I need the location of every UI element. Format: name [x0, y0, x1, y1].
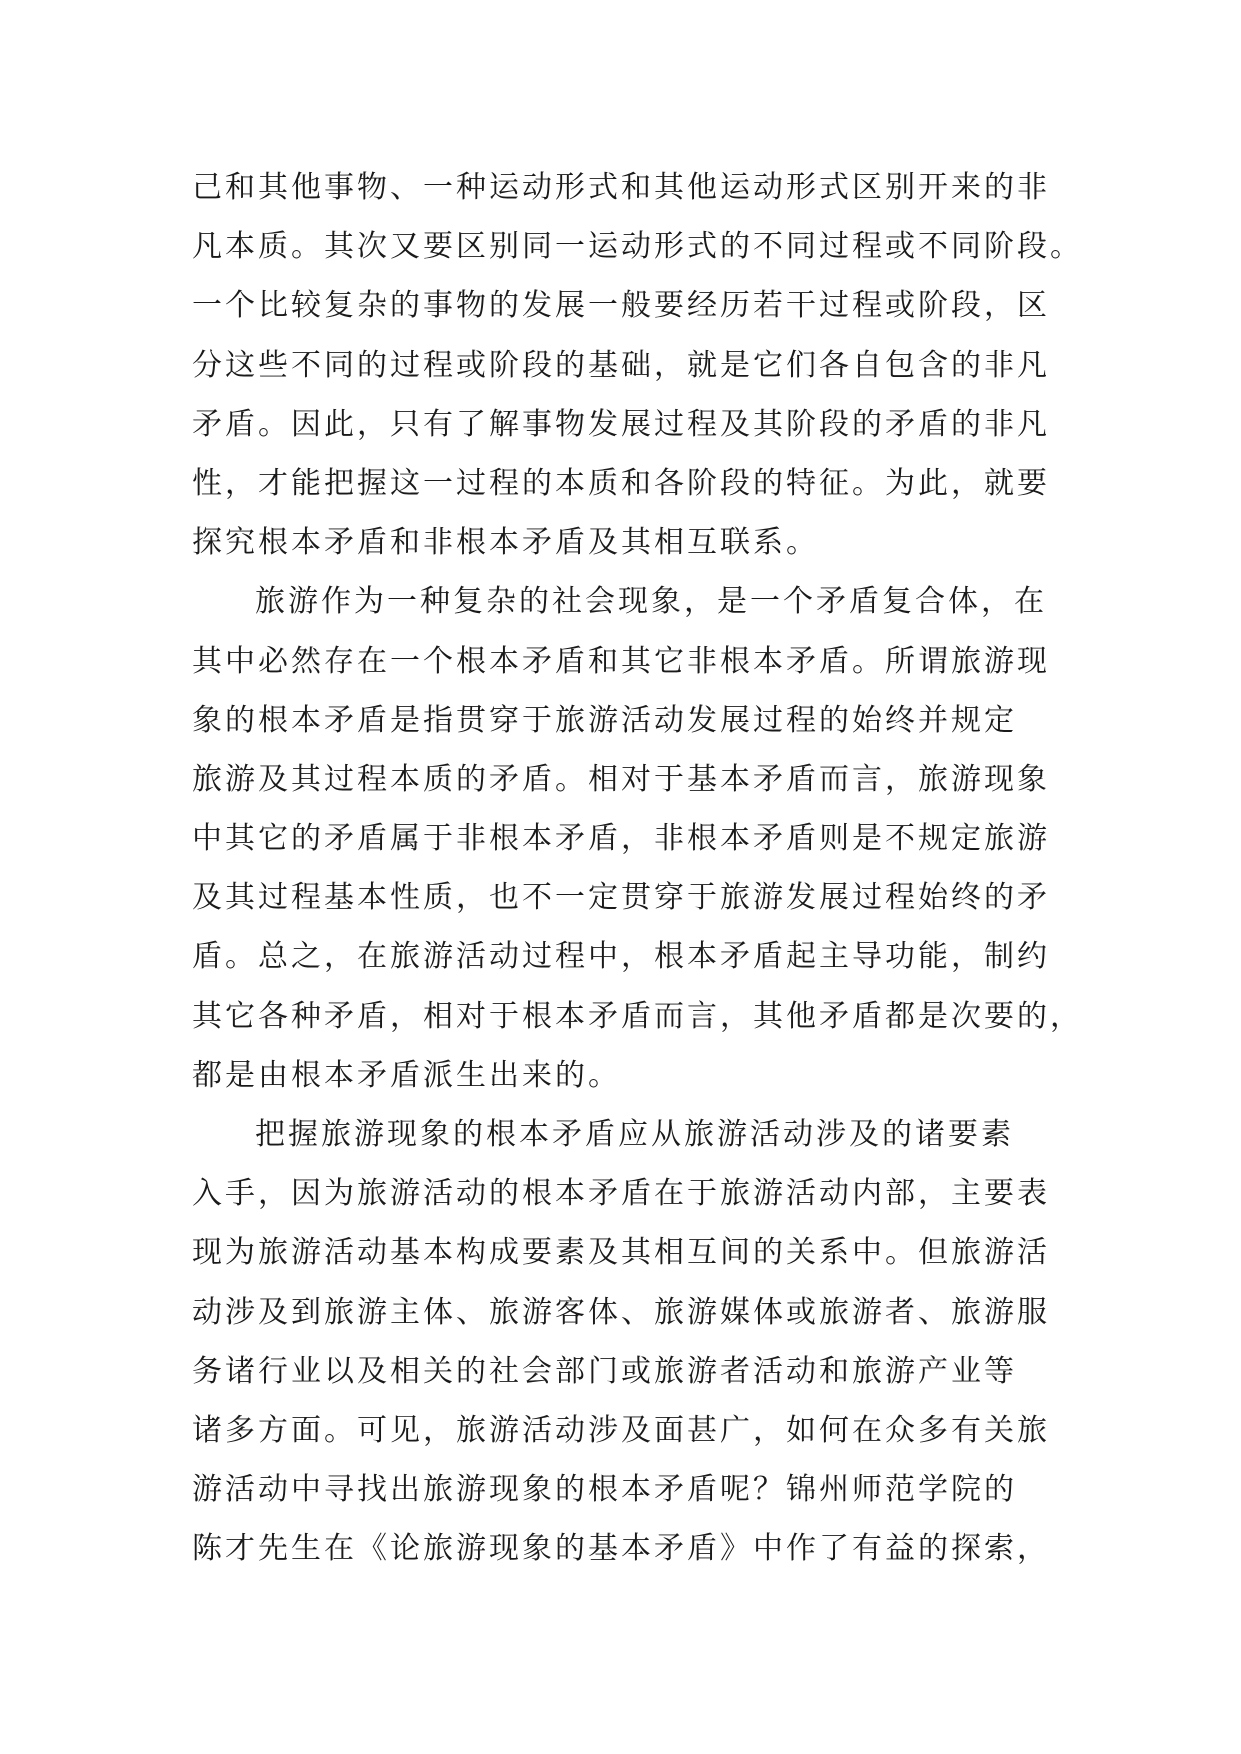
text-line: 现为旅游活动基本构成要素及其相互间的关系中。但旅游活: [192, 1235, 1050, 1271]
text-line: 象的根本矛盾是指贯穿于旅游活动发展过程的始终并规定: [192, 702, 1017, 738]
text-line: 性，才能把握这一过程的本质和各阶段的特征。为此，就要: [192, 465, 1050, 501]
text-line: 旅游及其过程本质的矛盾。相对于基本矛盾而言，旅游现象: [192, 761, 1050, 797]
text-line: 入手，因为旅游活动的根本矛盾在于旅游活动内部，主要表: [192, 1176, 1050, 1212]
body-text: [192, 158, 1092, 1579]
text-line: 分这些不同的过程或阶段的基础，就是它们各自包含的非凡: [192, 347, 1050, 383]
text-line: 把握旅游现象的根本矛盾应从旅游活动涉及的诸要素: [255, 1117, 1014, 1152]
text-line: 务诸行业以及相关的社会部门或旅游者活动和旅游产业等: [192, 1353, 1017, 1389]
text-line: 探究根本矛盾和非根本矛盾及其相互联系。: [192, 525, 819, 561]
text-line: 凡本质。其次又要区别同一运动形式的不同过程或不同阶段。: [192, 229, 1083, 265]
text-line: 其中必然存在一个根本矛盾和其它非根本矛盾。所谓旅游现: [192, 643, 1050, 679]
text-line: 诸多方面。可见，旅游活动涉及面甚广，如何在众多有关旅: [192, 1412, 1050, 1448]
text-line: 一个比较复杂的事物的发展一般要经历若干过程或阶段，区: [192, 288, 1050, 324]
text-line: 动涉及到旅游主体、旅游客体、旅游媒体或旅游者、旅游服: [192, 1294, 1050, 1330]
text-line: 盾。总之，在旅游活动过程中，根本矛盾起主导功能，制约: [192, 939, 1050, 975]
text-line: 都是由根本矛盾派生出来的。: [192, 1057, 621, 1093]
text-line: 旅游作为一种复杂的社会现象，是一个矛盾复合体，在: [255, 584, 1047, 620]
text-line: 陈才先生在《论旅游现象的基本矛盾》中作了有益的探索，: [192, 1531, 1050, 1567]
text-line: 游活动中寻找出旅游现象的根本矛盾呢？锦州师范学院的: [192, 1472, 1017, 1508]
text-line: 矛盾。因此，只有了解事物发展过程及其阶段的矛盾的非凡: [192, 406, 1050, 442]
text-line: 己和其他事物、一种运动形式和其他运动形式区别开来的非: [192, 170, 1050, 205]
text-line: 及其过程基本性质，也不一定贯穿于旅游发展过程始终的矛: [192, 880, 1050, 916]
text-line: 其它各种矛盾，相对于根本矛盾而言，其他矛盾都是次要的，: [192, 998, 1083, 1034]
text-line: 中其它的矛盾属于非根本矛盾，非根本矛盾则是不规定旅游: [192, 821, 1050, 857]
